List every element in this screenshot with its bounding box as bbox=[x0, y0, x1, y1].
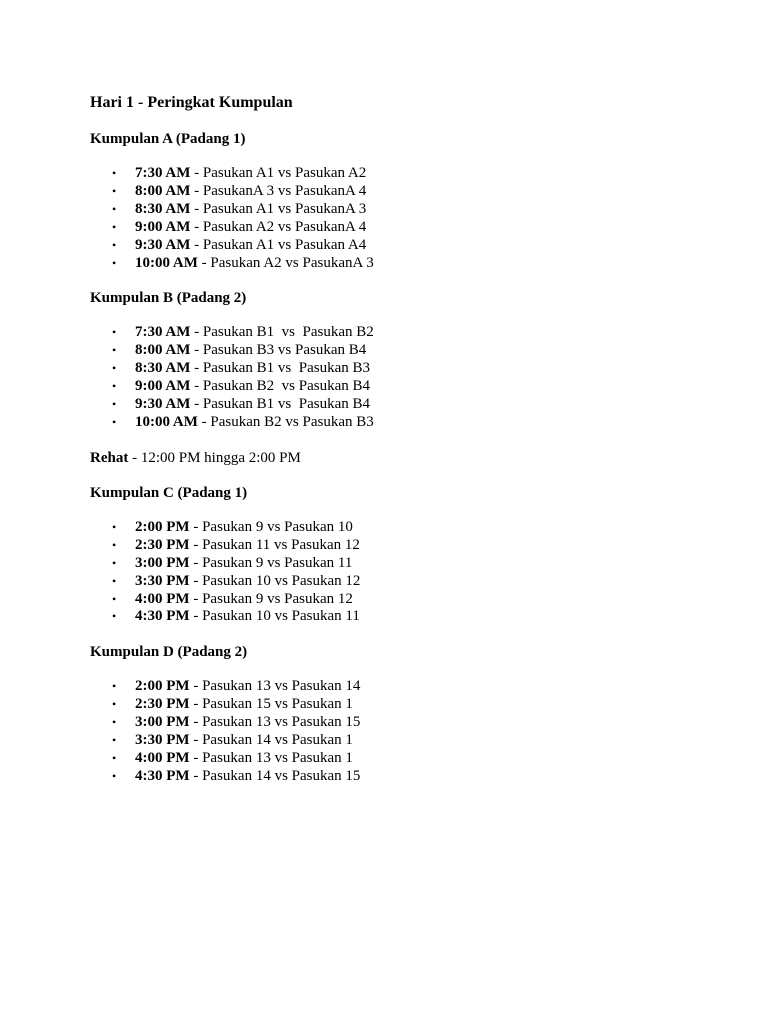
match-time: 8:30 AM bbox=[135, 360, 191, 377]
match-teams: Pasukan 10 vs Pasukan 11 bbox=[202, 608, 360, 625]
bullet-icon: • bbox=[112, 219, 117, 234]
match-time: 7:30 AM bbox=[135, 165, 191, 181]
match-item bbox=[90, 237, 768, 255]
match-teams: Pasukan 9 vs Pasukan 11 bbox=[202, 554, 353, 571]
group-title-b: Kumpulan B (Padang 2) bbox=[90, 290, 247, 307]
match-teams: Pasukan 11 vs Pasukan 12 bbox=[202, 536, 360, 553]
separator: - bbox=[190, 236, 203, 253]
separator: - bbox=[128, 449, 141, 466]
match-item bbox=[90, 255, 768, 273]
match-time: 3:30 PM bbox=[135, 732, 190, 749]
bullet-icon: • bbox=[112, 750, 117, 765]
bullet-icon: • bbox=[112, 715, 117, 730]
match-item bbox=[90, 732, 768, 750]
bullet-icon: • bbox=[112, 609, 117, 624]
match-item bbox=[90, 219, 768, 237]
separator: - bbox=[190, 360, 203, 377]
match-time: 3:30 PM bbox=[135, 572, 190, 589]
separator: - bbox=[190, 324, 203, 341]
match-teams: Pasukan B1 vs Pasukan B4 bbox=[202, 396, 371, 413]
bullet-icon: • bbox=[112, 237, 117, 252]
separator: - bbox=[189, 536, 203, 553]
separator: - bbox=[190, 342, 203, 359]
document-title: Hari 1 - Peringkat Kumpulan bbox=[90, 94, 293, 111]
match-time: 2:00 PM bbox=[135, 678, 190, 695]
separator: - bbox=[190, 396, 203, 413]
match-time: 9:30 AM bbox=[135, 236, 191, 253]
match-time: 8:30 AM bbox=[135, 200, 191, 217]
bullet-icon: • bbox=[112, 201, 117, 216]
match-time: 3:00 PM bbox=[135, 714, 190, 731]
match-item bbox=[90, 750, 768, 768]
bullet-icon: • bbox=[112, 733, 117, 748]
rest-label: Rehat bbox=[90, 449, 129, 466]
separator: - bbox=[197, 254, 211, 271]
bullet-icon: • bbox=[112, 183, 117, 198]
match-teams: Pasukan 13 vs Pasukan 14 bbox=[202, 678, 361, 695]
match-teams: Pasukan A2 vs PasukanA 4 bbox=[202, 218, 367, 235]
match-teams: Pasukan B2 vs Pasukan B4 bbox=[202, 378, 371, 395]
bullet-icon: • bbox=[112, 343, 117, 358]
match-time: 4:30 PM bbox=[135, 767, 190, 784]
bullet-icon: • bbox=[112, 361, 117, 376]
separator: - bbox=[189, 554, 203, 571]
match-item bbox=[90, 342, 768, 360]
separator: - bbox=[189, 696, 203, 713]
match-item bbox=[90, 573, 768, 591]
separator: - bbox=[189, 608, 203, 625]
bullet-icon: • bbox=[112, 414, 117, 429]
separator: - bbox=[189, 714, 203, 731]
match-time: 4:00 PM bbox=[135, 590, 190, 607]
match-item bbox=[90, 555, 768, 573]
group-title-a: Kumpulan A (Padang 1) bbox=[90, 131, 246, 147]
separator: - bbox=[190, 200, 203, 217]
match-item bbox=[90, 414, 768, 432]
match-list-d bbox=[90, 678, 768, 785]
match-teams: Pasukan B3 vs Pasukan B4 bbox=[202, 342, 367, 359]
match-teams: Pasukan 13 vs Pasukan 15 bbox=[202, 714, 361, 731]
match-teams: Pasukan B1 vs Pasukan B3 bbox=[202, 360, 371, 377]
match-teams: Pasukan 14 vs Pasukan 15 bbox=[202, 767, 361, 784]
bullet-icon: • bbox=[112, 325, 117, 340]
match-teams: Pasukan B1 vs Pasukan B2 bbox=[202, 324, 374, 341]
match-time: 8:00 AM bbox=[135, 182, 191, 199]
match-item bbox=[90, 768, 768, 786]
match-teams: Pasukan 9 vs Pasukan 12 bbox=[202, 590, 353, 607]
match-teams: Pasukan A1 vs Pasukan A2 bbox=[202, 165, 367, 181]
match-time: 9:30 AM bbox=[135, 396, 191, 413]
match-item bbox=[90, 591, 768, 609]
bullet-icon: • bbox=[112, 573, 117, 588]
match-time: 2:30 PM bbox=[135, 696, 190, 713]
separator: - bbox=[197, 413, 211, 430]
separator: - bbox=[189, 572, 203, 589]
match-teams: Pasukan 13 vs Pasukan 1 bbox=[202, 749, 353, 766]
match-item bbox=[90, 519, 768, 537]
rest-time: 12:00 PM hingga 2:00 PM bbox=[140, 449, 301, 466]
match-item bbox=[90, 165, 768, 183]
match-time: 9:00 AM bbox=[135, 218, 191, 235]
match-time: 9:00 AM bbox=[135, 378, 191, 395]
match-item bbox=[90, 608, 768, 626]
match-time: 3:00 PM bbox=[135, 554, 190, 571]
match-teams: Pasukan B2 vs Pasukan B3 bbox=[210, 413, 374, 430]
match-time: 8:00 AM bbox=[135, 342, 191, 359]
match-item bbox=[90, 678, 768, 696]
bullet-icon: • bbox=[112, 255, 117, 270]
separator: - bbox=[190, 218, 203, 235]
bullet-icon: • bbox=[112, 591, 117, 606]
match-teams: Pasukan 10 vs Pasukan 12 bbox=[202, 572, 361, 589]
match-teams: PasukanA 3 vs PasukanA 4 bbox=[202, 182, 367, 199]
bullet-icon: • bbox=[112, 379, 117, 394]
match-item bbox=[90, 396, 768, 414]
separator: - bbox=[190, 182, 203, 199]
match-list-b bbox=[90, 324, 768, 431]
match-item bbox=[90, 714, 768, 732]
bullet-icon: • bbox=[112, 519, 117, 534]
match-time: 7:30 AM bbox=[135, 324, 191, 341]
group-title-d: Kumpulan D (Padang 2) bbox=[90, 644, 248, 661]
bullet-icon: • bbox=[112, 397, 117, 412]
bullet-icon: • bbox=[112, 166, 117, 180]
match-item bbox=[90, 378, 768, 396]
match-item bbox=[90, 183, 768, 201]
match-teams: Pasukan A1 vs Pasukan A4 bbox=[202, 236, 367, 253]
bullet-icon: • bbox=[112, 555, 117, 570]
bullet-icon: • bbox=[112, 679, 117, 694]
match-list-c bbox=[90, 519, 768, 626]
group-title-c: Kumpulan C (Padang 1) bbox=[90, 484, 248, 501]
match-time: 4:30 PM bbox=[135, 608, 190, 625]
match-time: 2:00 PM bbox=[135, 518, 190, 535]
bullet-icon: • bbox=[112, 697, 117, 712]
match-item bbox=[90, 537, 768, 555]
separator: - bbox=[189, 732, 203, 749]
match-item bbox=[90, 201, 768, 219]
bullet-icon: • bbox=[112, 537, 117, 552]
match-teams: Pasukan A2 vs PasukanA 3 bbox=[210, 254, 374, 271]
match-teams: Pasukan 14 vs Pasukan 1 bbox=[202, 732, 353, 749]
match-time: 2:30 PM bbox=[135, 536, 190, 553]
separator: - bbox=[190, 165, 203, 181]
match-time: 10:00 AM bbox=[135, 413, 198, 430]
match-list-a bbox=[90, 165, 768, 272]
separator: - bbox=[189, 767, 203, 784]
match-time: 4:00 PM bbox=[135, 749, 190, 766]
separator: - bbox=[189, 590, 203, 607]
bullet-icon: • bbox=[112, 768, 117, 783]
match-teams: Pasukan 9 vs Pasukan 10 bbox=[202, 518, 353, 535]
separator: - bbox=[189, 518, 203, 535]
separator: - bbox=[189, 678, 203, 695]
rest-break bbox=[90, 449, 768, 467]
separator: - bbox=[190, 378, 203, 395]
match-teams: Pasukan 15 vs Pasukan 1 bbox=[202, 696, 353, 713]
match-item bbox=[90, 324, 768, 342]
match-item bbox=[90, 360, 768, 378]
match-time: 10:00 AM bbox=[135, 254, 198, 271]
match-teams: Pasukan A1 vs PasukanA 3 bbox=[202, 200, 367, 217]
separator: - bbox=[189, 749, 203, 766]
match-item bbox=[90, 696, 768, 714]
